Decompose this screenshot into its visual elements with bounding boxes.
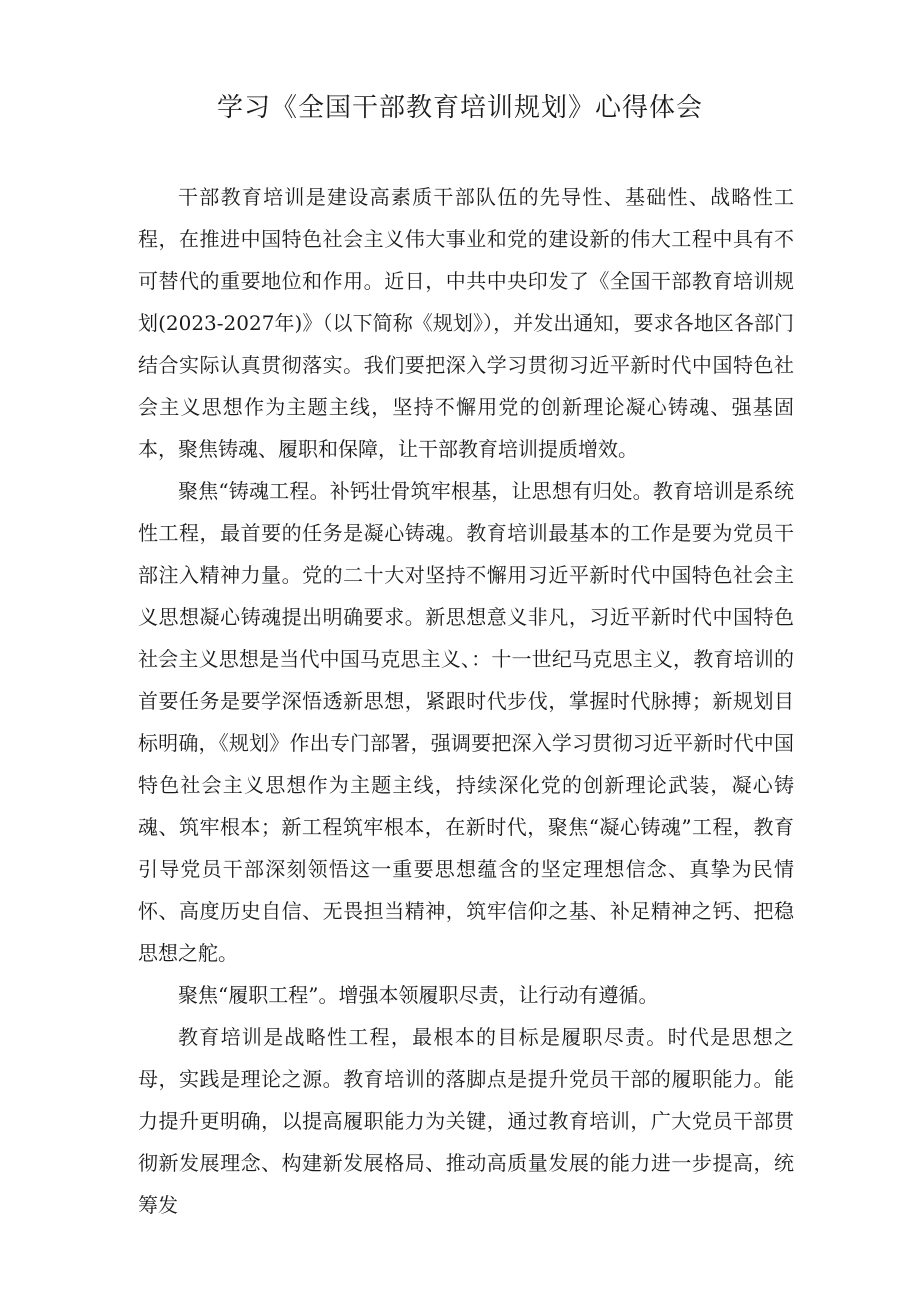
paragraph-duty-heading: 聚焦“履职工程”。增强本领履职尽责，让行动有遵循。 (178, 983, 659, 1007)
paragraph-soul-project: 聚焦“铸魂工程。补钙壮骨筑牢根基，让思想有归处。教育培训是系统性工程，最首要的任务是凝心铸魂。教育培训最基本的工作是要为党员干部注入精神力量。党的二十大对坚持不懈用习近平新时代中国特色社会主义思想凝心铸魂提出明确要求。新思想意义非凡，习近平新时代中国特色社会主义思想是当代中国马克思主义、：十一世纪马克思主义，教育培训的首要任务是要学深悟透新思想，紧跟时代步伐，掌握时代脉搏；新规划目标明确，《规划》作出专门部署，强调要把深入学习贯彻习近平新时代中国特色社会主义思想作为主题主线，持续深化党的创新理论武装，凝心铸魂、筑牢根本；新工程筑牢根本，在新时代，聚焦“凝心铸魂”工程，教育引导党员干部深刻领悟这一重要思想蕴含的坚定理想信念、真挚为民情怀、高度历史自信、无畏担当精神，筑牢信仰之基、补足精神之钙、把稳思想之舵。 (138, 479, 794, 965)
document-title: 学习《全国干部教育培训规划》心得体会 (216, 93, 703, 123)
paragraph-intro: 干部教育培训是建设高素质干部队伍的先导性、基础性、战略性工程，在推进中国特色社会主义伟大事业和党的建设新的伟大工程中具有不可替代的重要地位和作用。近日，中共中央印发了《全国干部教育培训规划(2023-2027年)》（以下简称《规划》），并发出通知，要求各地区各部门结合实际认真贯彻落实。我们要把深入学习贯彻习近平新时代中国特色社会主义思想作为主题主线，坚持不懈用党的创新理论凝心铸魂、强基固本，聚焦铸魂、履职和保障，让干部教育培训提质增效。 (138, 185, 794, 461)
paragraph-duty-project: 教育培训是战略性工程，最根本的目标是履职尽责。时代是思想之母，实践是理论之源。教育培训的落脚点是提升党员干部的履职能力。能力提升更明确，以提高履职能力为关键，通过教育培训，广大党员干部贯彻新发展理念、构建新发展格局、推动高质量发展的能力进一步提高，统筹发 (138, 1025, 794, 1217)
document-body (138, 176, 794, 1226)
